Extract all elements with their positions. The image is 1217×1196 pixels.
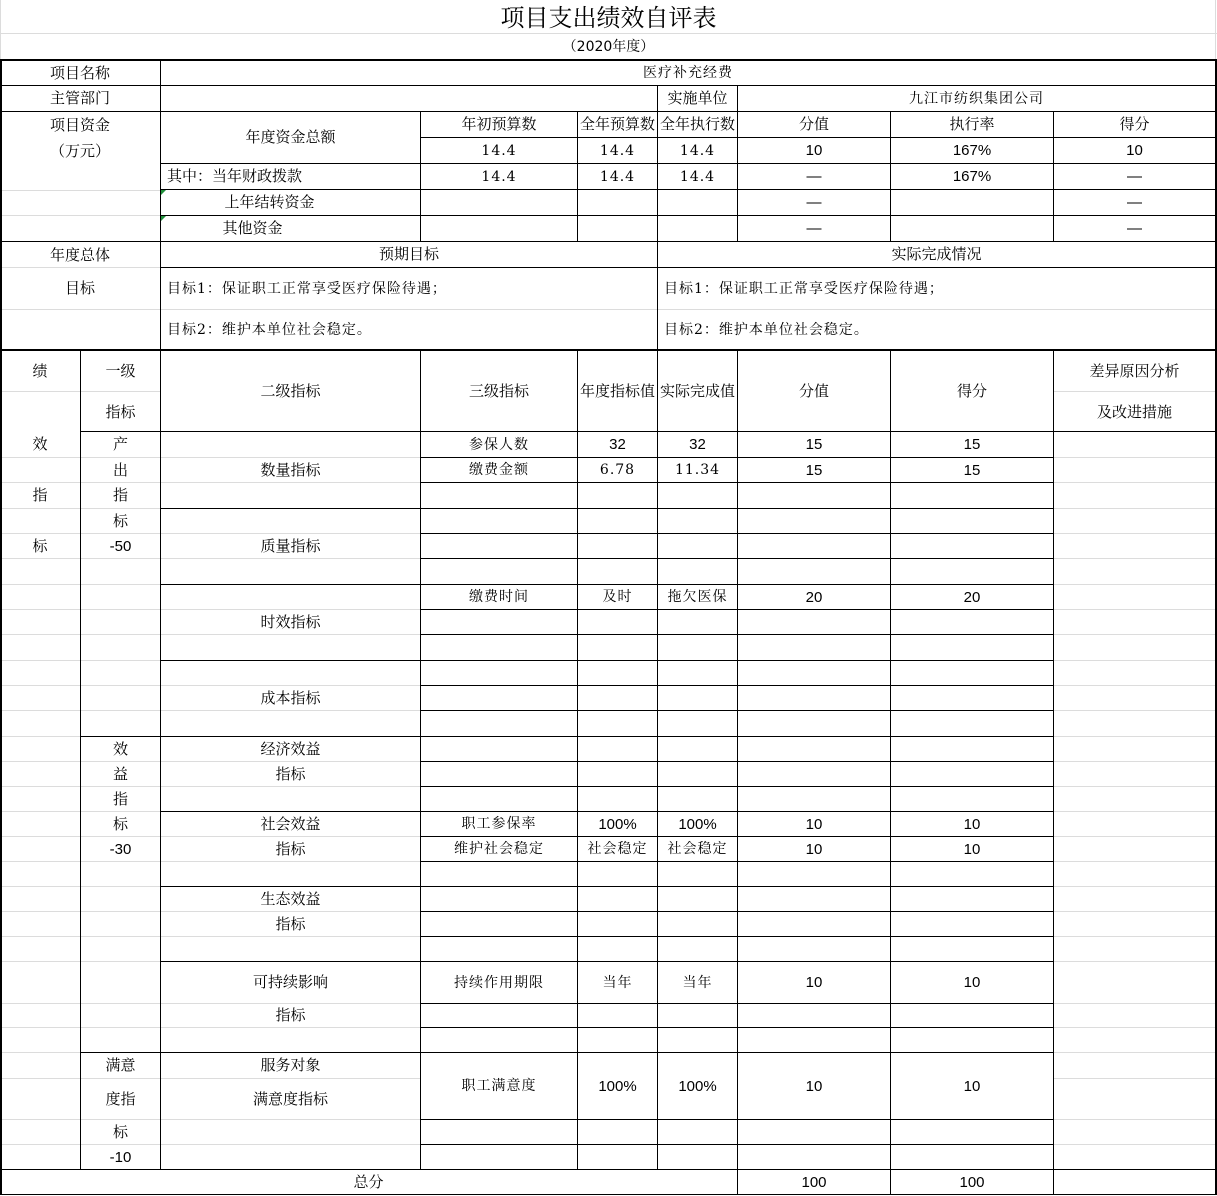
gridline: [1053, 1144, 1217, 1145]
benefit-label-char: 益: [112, 764, 128, 783]
gridline: [0, 1003, 80, 1004]
border-line: [0, 59, 2, 1195]
indicator-duration-actual: 当年: [682, 974, 713, 991]
indicator-insured-rate-name: 职工参保率: [461, 816, 537, 832]
carryover-score: —: [1127, 194, 1142, 211]
quantity-indicator-label: 数量指标: [260, 460, 321, 479]
gridline: [0, 836, 80, 837]
indicator-payment-name: 缴费金额: [469, 462, 529, 478]
level1-header-1: 一级: [105, 361, 136, 380]
gridline: [0, 811, 80, 812]
indicator-participants-actual: 32: [689, 436, 706, 453]
indicator-payment-actual: 11.34: [674, 462, 721, 478]
gridline: [0, 886, 80, 887]
social-benefit-label-2: 指标: [275, 839, 306, 858]
gridline: [1053, 533, 1217, 534]
indicator-stability-name: 维护社会稳定: [454, 841, 544, 857]
gridline: [1053, 634, 1217, 635]
indicator-satisfaction-name: 职工满意度: [461, 1078, 537, 1094]
expected-goal-header: 预期目标: [378, 245, 439, 263]
border-line: [0, 1194, 1217, 1195]
gridline: [1053, 936, 1217, 937]
gridline: [1053, 508, 1217, 509]
gridline: [0, 508, 80, 509]
score-value-header: 分值: [798, 381, 829, 400]
satisfaction-label-part: 度指: [105, 1089, 136, 1108]
indicator-insured-rate-actual: 100%: [678, 815, 717, 833]
sustain-impact-label-2: 指标: [275, 1006, 306, 1024]
indicator-payment-score: 15: [963, 461, 981, 479]
annual-total-full: 14.4: [599, 142, 636, 159]
benefit-weight: -30: [109, 840, 132, 858]
gridline: [1053, 660, 1217, 661]
expected-goal-1: 目标1：保证职工正常享受医疗保险待遇；: [167, 280, 447, 297]
gridline: [0, 685, 80, 686]
gridline: [160, 1144, 420, 1145]
indicator-payment-score-value: 15: [805, 461, 823, 479]
gridline: [80, 634, 160, 635]
social-benefit-label-1: 社会效益: [260, 814, 321, 833]
output-weight: -50: [109, 538, 132, 555]
indicator-satisfaction-target: 100%: [598, 1077, 637, 1095]
score-header: 得分: [956, 381, 987, 400]
perf-label-char: 指: [32, 486, 48, 504]
actual-goal-1: 目标1：保证职工正常享受医疗保险待遇；: [664, 280, 944, 297]
gridline: [80, 609, 160, 610]
satisfaction-label-part: 标: [112, 1122, 128, 1141]
annual-total-initial: 14.4: [481, 142, 517, 159]
gridline: [80, 710, 160, 711]
border-line: [1053, 349, 1054, 1195]
gridline: [1053, 1027, 1217, 1028]
gridline: [0, 1078, 80, 1079]
gridline: [1053, 761, 1217, 762]
page-title: 项目支出绩效自评表: [500, 4, 717, 32]
actual-completion-header: 实际完成情况: [891, 245, 982, 263]
benefit-label-char: 效: [112, 739, 128, 758]
col-full-budget: 全年预算数: [579, 115, 655, 133]
indicator-insured-rate-score: 10: [963, 815, 981, 833]
indicator-duration-name: 持续作用期限: [454, 974, 544, 991]
gridline: [1053, 1078, 1217, 1079]
perf-label-char: 标: [32, 537, 48, 555]
eco-benefit-label-2: 指标: [275, 914, 306, 933]
gridline: [80, 1027, 160, 1028]
diff-analysis-header-2: 及改进措施: [1096, 402, 1172, 421]
indicator-satisfaction-actual: 100%: [678, 1077, 717, 1095]
carryover-label: 上年结转资金: [224, 193, 315, 211]
project-name-label: 项目名称: [49, 63, 110, 82]
total-label: 总分: [353, 1172, 384, 1191]
annual-goal-label-1: 年度总体: [49, 245, 110, 264]
annual-total-rate: 167%: [952, 142, 992, 159]
gridline: [0, 761, 80, 762]
gridline: [1053, 961, 1217, 962]
benefit-label-char: 标: [112, 814, 128, 833]
of-which-rate: 167%: [952, 168, 992, 185]
col-execution: 全年执行数: [659, 115, 735, 133]
gridline: [1053, 1003, 1217, 1004]
economic-benefit-label-2: 指标: [275, 764, 306, 783]
indicator-insured-rate-score-value: 10: [805, 815, 823, 833]
gridline: [80, 584, 160, 585]
of-which-score-value: —: [806, 168, 822, 185]
gridline: [0, 660, 80, 661]
gridline: [80, 1003, 160, 1004]
other-score-value: —: [806, 220, 822, 237]
gridline: [1053, 558, 1217, 559]
total-score-value: 100: [801, 1173, 827, 1191]
col-initial-budget: 年初预算数: [461, 115, 537, 133]
department-value: [161, 86, 657, 111]
project-name-value: 医疗补充经费: [643, 65, 733, 81]
gridline: [0, 190, 160, 191]
indicator-stability-score: 10: [963, 840, 981, 858]
actual-value-header: 实际完成值: [659, 381, 735, 400]
indicator-participants-name: 参保人数: [469, 436, 529, 453]
gridline: [80, 911, 160, 912]
indicator-pay-time-score-value: 20: [805, 588, 823, 606]
gridline: [1053, 1119, 1217, 1120]
gridline: [0, 609, 80, 610]
annual-goal-label-2: 目标: [64, 279, 95, 297]
total-score: 100: [959, 1173, 985, 1191]
target-value-header: 年度指标值: [579, 381, 655, 400]
impl-unit-label: 实施单位: [667, 89, 728, 107]
annual-total-label: 年度资金总额: [245, 128, 336, 146]
annual-total-score: 10: [1126, 142, 1143, 159]
gridline: [1053, 609, 1217, 610]
col-execution-rate: 执行率: [949, 115, 995, 133]
gridline: [0, 215, 160, 216]
output-label-char: 产: [112, 435, 128, 453]
indicator-duration-score-value: 10: [805, 974, 823, 991]
gridline: [0, 736, 80, 737]
gridline: [0, 584, 80, 585]
gridline: [0, 861, 80, 862]
gridline: [1053, 911, 1217, 912]
gridline: [0, 786, 80, 787]
gridline: [80, 936, 160, 937]
satisfaction-label-part: 满意: [105, 1056, 136, 1074]
gridline: [80, 685, 160, 686]
gridline: [1053, 786, 1217, 787]
gridline: [160, 1027, 420, 1028]
gridline: [0, 1027, 80, 1028]
department-label: 主管部门: [49, 89, 110, 107]
indicator-participants-score-value: 15: [805, 436, 823, 453]
level2-header: 二级指标: [260, 381, 321, 400]
indicator-stability-actual: 社会稳定: [667, 841, 728, 857]
actual-goal-2: 目标2：维护本单位社会稳定。: [664, 321, 869, 338]
perf-label-char: 效: [32, 435, 48, 453]
indicator-duration-target: 当年: [602, 974, 633, 991]
indicator-participants-target: 32: [609, 436, 626, 453]
indicator-insured-rate-target: 100%: [598, 815, 637, 833]
gridline: [0, 961, 80, 962]
service-satisfaction-label-1: 服务对象: [260, 1056, 321, 1074]
gridline: [160, 936, 420, 937]
annual-total-score-value: 10: [805, 142, 823, 159]
gridline: [1053, 811, 1217, 812]
output-label-char: 指: [112, 486, 128, 504]
indicator-payment-target: 6.78: [599, 462, 636, 478]
indicator-stability-score-value: 10: [805, 840, 823, 858]
gridline: [1053, 836, 1217, 837]
perf-label-char: 绩: [32, 361, 48, 380]
of-which-label: 其中：当年财政拨款: [167, 167, 303, 185]
timeliness-indicator-label: 时效指标: [260, 613, 321, 631]
of-which-exec: 14.4: [679, 168, 716, 185]
eco-benefit-label-1: 生态效益: [260, 889, 321, 908]
quality-indicator-label: 质量指标: [260, 537, 321, 555]
gridline: [80, 861, 160, 862]
other-score: —: [1127, 220, 1142, 237]
gridline: [0, 634, 80, 635]
gridline: [1053, 1052, 1217, 1053]
gridline: [1053, 736, 1217, 737]
col-score: 得分: [1119, 115, 1150, 133]
economic-benefit-label-1: 经济效益: [260, 739, 321, 758]
gridline: [0, 1052, 80, 1053]
annual-total-exec: 14.4: [679, 142, 716, 159]
indicator-pay-time-target: 及时: [602, 589, 633, 605]
indicator-stability-target: 社会稳定: [587, 841, 648, 857]
gridline: [1053, 685, 1217, 686]
indicator-pay-time-actual: 拖欠医保: [667, 589, 728, 605]
gridline: [160, 786, 420, 787]
indicator-pay-time-name: 缴费时间: [469, 589, 529, 605]
level1-header-2: 指标: [105, 402, 136, 421]
gridline: [160, 861, 420, 862]
cost-indicator-label: 成本指标: [260, 689, 321, 707]
impl-unit-value: 九江市纺织集团公司: [909, 90, 1044, 107]
output-label-char: 标: [112, 512, 128, 530]
other-funds-label: 其他资金: [222, 219, 283, 237]
benefit-label-char: 指: [112, 789, 128, 808]
carryover-score-value: —: [806, 194, 822, 211]
gridline: [1053, 584, 1217, 585]
gridline: [0, 710, 80, 711]
of-which-initial: 14.4: [481, 168, 517, 185]
gridline: [1053, 861, 1217, 862]
gridline: [80, 961, 160, 962]
gridline: [0, 1119, 80, 1120]
indicator-satisfaction-score-value: 10: [805, 1077, 823, 1095]
indicator-pay-time-score: 20: [963, 588, 981, 606]
sustain-impact-label-1: 可持续影响: [252, 973, 328, 991]
diff-analysis-header-1: 差异原因分析: [1089, 361, 1180, 380]
col-score-value: 分值: [798, 115, 829, 133]
indicator-satisfaction-score: 10: [963, 1077, 981, 1095]
funds-unit-label: （万元）: [49, 141, 110, 160]
gridline: [0, 1144, 80, 1145]
gridline: [0, 309, 160, 310]
gridline: [0, 911, 80, 912]
gridline: [80, 660, 160, 661]
page-subtitle: （2020年度）: [562, 38, 655, 55]
indicator-duration-score: 10: [963, 974, 981, 991]
satisfaction-weight: -10: [109, 1148, 132, 1166]
output-label-char: 出: [112, 461, 128, 479]
funds-label: 项目资金: [49, 115, 110, 134]
gridline: [1053, 482, 1217, 483]
of-which-full: 14.4: [599, 168, 636, 185]
gridline: [0, 457, 80, 458]
gridline: [1053, 886, 1217, 887]
gridline: [1053, 710, 1217, 711]
expected-goal-2: 目标2：维护本单位社会稳定。: [167, 321, 372, 338]
gridline: [1053, 457, 1217, 458]
gridline: [0, 936, 80, 937]
gridline: [80, 886, 160, 887]
service-satisfaction-label-2: 满意度指标: [252, 1089, 328, 1108]
level3-header: 三级指标: [468, 381, 529, 400]
gridline: [160, 1119, 420, 1120]
of-which-score: —: [1127, 168, 1142, 185]
indicator-participants-score: 15: [963, 436, 981, 453]
